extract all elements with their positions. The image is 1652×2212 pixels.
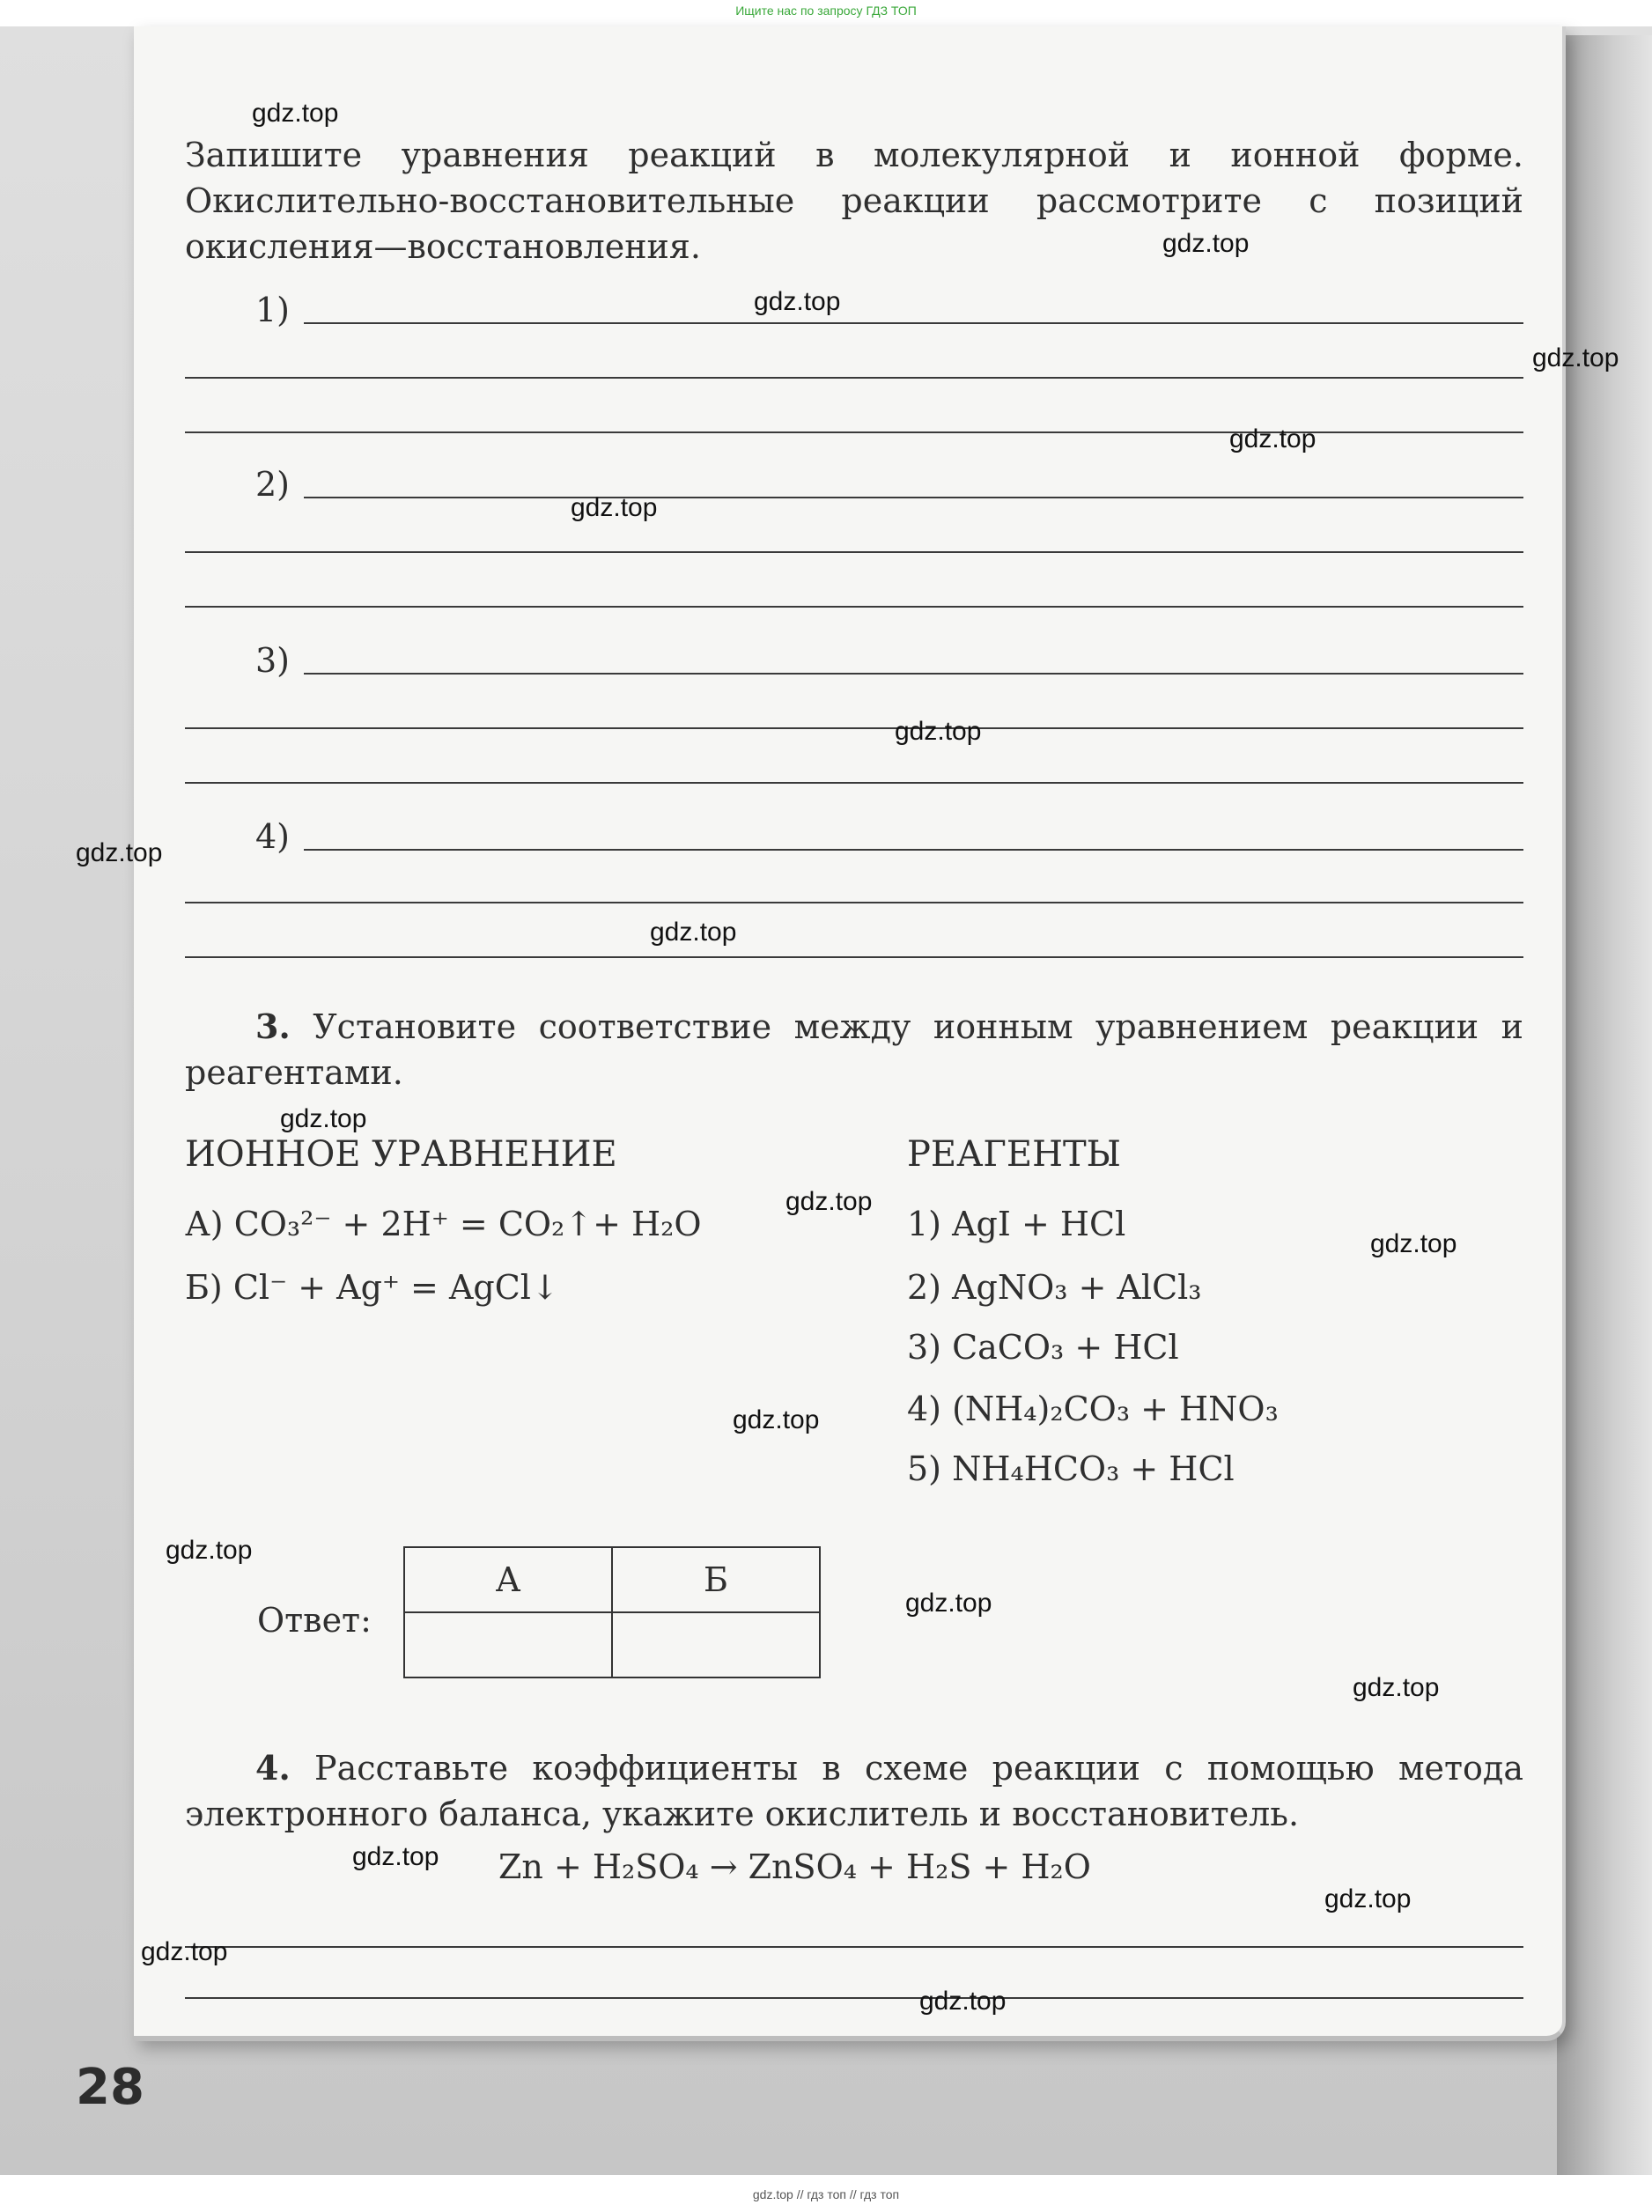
task3-prompt-text: Установите соответствие между ионным уравнением реакции и реагентами. [185, 1007, 1523, 1092]
task2-intro: Запишите уравнения реакций в молекулярной и ионной форме. Окислительно-восстановительные реакции рассмотрите с позиций окисления—восстановления. [185, 136, 1523, 266]
answer-line[interactable] [304, 673, 1523, 675]
answer-line[interactable] [185, 902, 1523, 903]
answer-line[interactable] [304, 322, 1523, 324]
reagent-1: 1) AgI + HCl [907, 1205, 1126, 1243]
answer-line[interactable] [185, 727, 1523, 729]
reagent-3: 3) CaCO₃ + HCl [907, 1328, 1179, 1367]
answer-line[interactable] [185, 551, 1523, 553]
task4-number: 4. [255, 1748, 291, 1788]
task2-item-4: 4) [255, 817, 291, 856]
answer-header-a: А [404, 1547, 612, 1612]
task2-item-1: 1) [255, 291, 291, 329]
watermark: gdz.top [1370, 1229, 1457, 1258]
watermark: gdz.top [785, 1187, 873, 1216]
watermark: gdz.top [650, 918, 737, 947]
task4-prompt [185, 1745, 1523, 1837]
watermark: gdz.top [1229, 424, 1316, 453]
answer-line[interactable] [185, 606, 1523, 608]
equation-b-label: Б) [185, 1268, 223, 1307]
watermark: gdz.top [919, 1987, 1007, 2016]
watermark: gdz.top [1162, 229, 1250, 258]
watermark: gdz.top [76, 838, 163, 867]
equation-a-label: А) [185, 1205, 224, 1243]
watermark: gdz.top [1532, 343, 1619, 372]
watermark: gdz.top [141, 1937, 228, 1966]
answer-table [403, 1546, 821, 1678]
answer-line[interactable] [185, 956, 1523, 958]
watermark: gdz.top [905, 1589, 992, 1618]
column-ionic-equation: ИОННОЕ УРАВНЕНИЕ [185, 1134, 617, 1175]
task2-item-3: 3) [255, 641, 291, 680]
equation-b-text: Cl⁻ + Ag⁺ = AgCl↓ [232, 1268, 559, 1307]
answer-line[interactable] [304, 497, 1523, 498]
task3-prompt [185, 1004, 1523, 1095]
watermark: gdz.top [571, 493, 658, 522]
reagent-2: 2) AgNO₃ + AlCl₃ [907, 1268, 1202, 1307]
equation-b [185, 1268, 559, 1307]
task2-item-2: 2) [255, 465, 291, 504]
reaction-scheme: Zn + H₂SO₄ → ZnSO₄ + H₂S + H₂O [498, 1847, 1091, 1886]
answer-line[interactable] [185, 782, 1523, 784]
answer-line[interactable] [304, 849, 1523, 851]
watermark: gdz.top [166, 1536, 253, 1565]
column-reagents: РЕАГЕНТЫ [907, 1134, 1122, 1175]
answer-label: Ответ: [257, 1601, 372, 1640]
answer-line[interactable] [185, 1946, 1523, 1948]
answer-line[interactable] [185, 431, 1523, 433]
bottom-banner: gdz.top // гдз топ // гдз топ [752, 2187, 900, 2201]
task3-number: 3. [255, 1006, 291, 1046]
reagent-4: 4) (NH₄)₂CO₃ + HNO₃ [907, 1390, 1279, 1428]
watermark: gdz.top [352, 1842, 439, 1871]
equation-a-text: CO₃²⁻ + 2H⁺ = CO₂↑+ H₂O [233, 1205, 702, 1243]
watermark: gdz.top [1353, 1673, 1440, 1702]
task4-prompt-text: Расставьте коэффициенты в схеме реакции с помощью метода электронного баланса, укажите окислитель и восстановитель. [185, 1749, 1523, 1833]
watermark: gdz.top [1324, 1884, 1412, 1913]
watermark: gdz.top [895, 717, 982, 746]
top-banner: Ищите нас по запросу ГДЗ ТОП [735, 4, 917, 18]
watermark: gdz.top [733, 1405, 820, 1434]
answer-cell-b[interactable] [612, 1612, 820, 1677]
reagent-5: 5) NH₄HCO₃ + HCl [907, 1449, 1235, 1488]
watermark: gdz.top [252, 99, 339, 128]
answer-cell-a[interactable] [404, 1612, 612, 1677]
answer-header-b: Б [612, 1547, 820, 1612]
answer-line[interactable] [185, 1997, 1523, 1999]
page-number: 28 [76, 2059, 144, 2116]
watermark: gdz.top [280, 1104, 367, 1133]
watermark: gdz.top [754, 287, 841, 316]
answer-line[interactable] [185, 377, 1523, 379]
equation-a [185, 1205, 702, 1243]
